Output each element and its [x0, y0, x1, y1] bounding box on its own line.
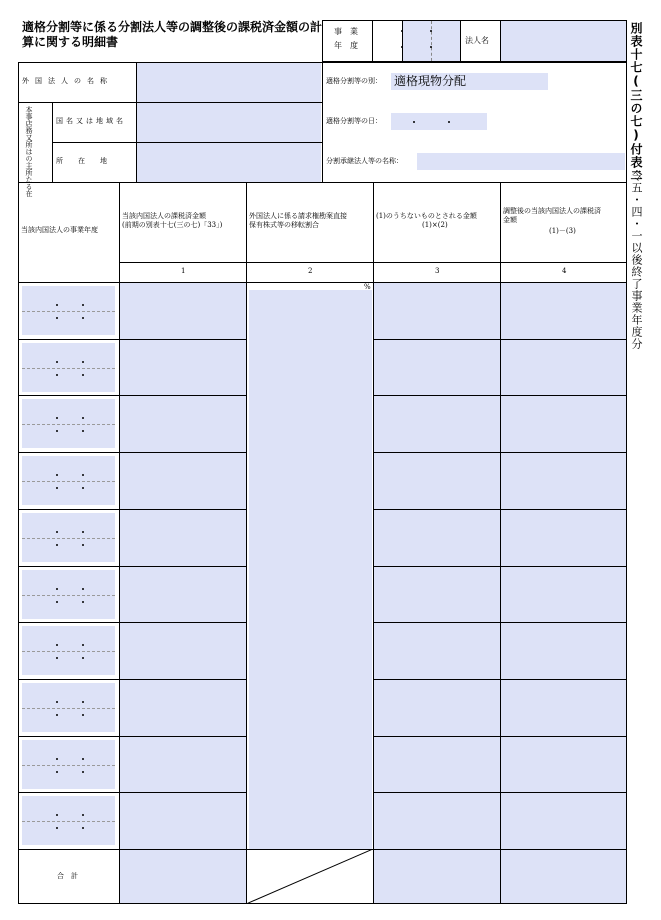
- split-date-field[interactable]: [391, 113, 487, 130]
- col1-header-a: 当該内国法人の課税済金額: [122, 212, 206, 220]
- successor-name-label: 分割承継法人等の名称：: [326, 157, 403, 165]
- col4-header-b: 金額: [503, 216, 517, 224]
- col4-header-c: (1)－(3): [549, 227, 576, 235]
- hojinmei-label: 法人名: [465, 36, 489, 45]
- col-number-1: 1: [181, 267, 186, 275]
- location-label: 所 在 地: [56, 157, 111, 165]
- total-col4-field[interactable]: [501, 850, 626, 903]
- office-label: 本事店務又所はの主所たる在: [25, 106, 33, 197]
- col4-header-a: 調整後の当該内国法人の課税済: [503, 207, 601, 215]
- col3-header-a: (1)のうちないものとされる金額: [376, 212, 477, 220]
- side-label: 別表十七(三の七)付表二: [629, 22, 643, 182]
- location-field[interactable]: [137, 143, 321, 182]
- split-type-label: 適格分割等の別：: [326, 77, 382, 85]
- col-number-2: 2: [308, 267, 313, 275]
- form-title: 適格分割等に係る分割法人等の調整後の課税済金額の計算に関する明細書: [22, 20, 323, 49]
- col-number-4: 4: [562, 267, 567, 275]
- hojinmei-field[interactable]: [501, 21, 626, 61]
- successor-name-field[interactable]: [417, 153, 625, 170]
- country-field[interactable]: [137, 103, 321, 142]
- side-note: 令五・四・一以後終了事業年度分: [630, 170, 643, 350]
- foreign-corp-name-label: 外国法人の名称: [22, 77, 113, 85]
- total-label: 合 計: [57, 872, 78, 880]
- col1-header-b: (前期の別表十七(三の七)「33」): [122, 221, 223, 229]
- col2-header-a: 外国法人に係る請求権勘案直接: [249, 212, 347, 220]
- col2-header-b: 保有株式等の移転割合: [249, 221, 319, 229]
- jigyo-nendo-label-bottom: 年 度: [334, 41, 358, 50]
- total-col2-slash: [246, 849, 373, 904]
- col2-data-area[interactable]: [249, 290, 372, 849]
- split-type-value: 適格現物分配: [394, 74, 467, 88]
- total-col1-field[interactable]: [120, 850, 246, 903]
- split-date-label: 適格分割等の日：: [326, 117, 382, 125]
- col3-header-b: (1)×(2): [422, 221, 448, 229]
- total-col3-field[interactable]: [374, 850, 500, 903]
- col-number-3: 3: [435, 267, 440, 275]
- foreign-corp-name-field[interactable]: [137, 63, 321, 102]
- country-label: 国名又は地域名: [56, 117, 126, 125]
- jigyo-nendo-label-top: 事 業: [334, 27, 358, 36]
- percent-unit: %: [364, 283, 371, 291]
- col0-header: 当該内国法人の事業年度: [21, 226, 98, 234]
